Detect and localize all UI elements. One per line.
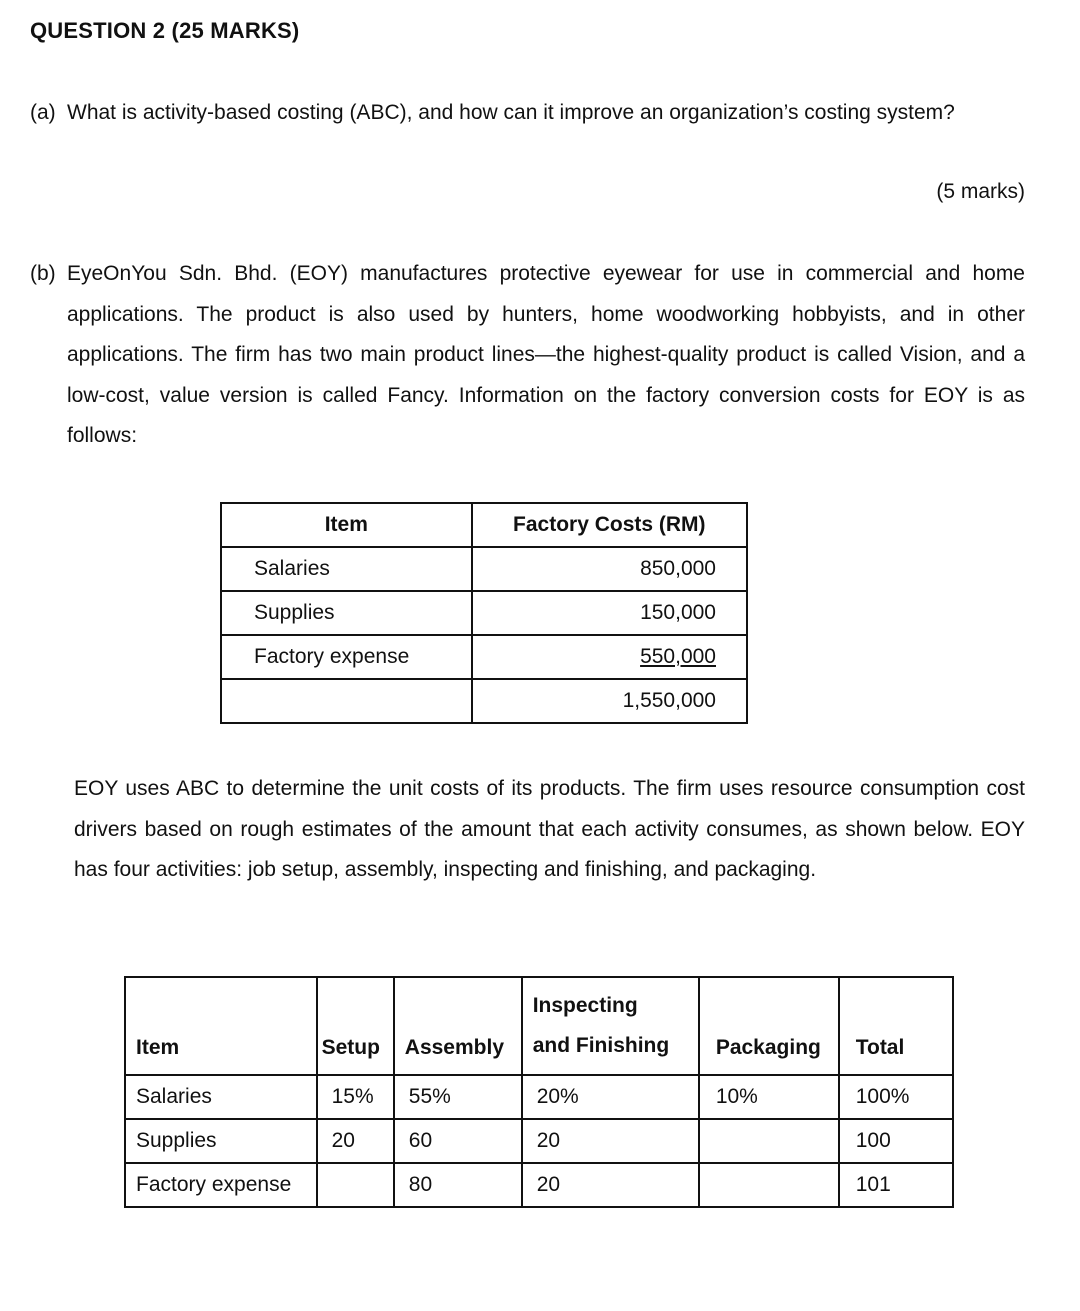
driver-item-cell: Supplies <box>125 1119 317 1163</box>
total-item-cell <box>221 679 472 723</box>
column-header-setup: Setup <box>317 977 394 1075</box>
assembly-cell: 60 <box>394 1119 522 1163</box>
total-value-cell: 1,550,000 <box>472 679 747 723</box>
setup-cell <box>317 1163 394 1207</box>
packaging-cell <box>699 1163 839 1207</box>
part-a-label: (a) <box>30 101 56 124</box>
setup-cell: 15% <box>317 1075 394 1119</box>
table-row <box>221 547 747 591</box>
part-a-marks: (5 marks) <box>936 180 1025 203</box>
cost-value-cell: 550,000 <box>640 645 716 668</box>
cost-item-cell: Factory expense <box>221 635 472 679</box>
table-row <box>125 1119 953 1163</box>
assembly-cell: 55% <box>394 1075 522 1119</box>
driver-item-cell: Factory expense <box>125 1163 317 1207</box>
setup-cell: 20 <box>317 1119 394 1163</box>
inspecting-cell: 20 <box>522 1163 699 1207</box>
inspecting-header-line2: and Finishing <box>532 1034 670 1057</box>
table-row <box>221 591 747 635</box>
part-b-intro: EyeOnYou Sdn. Bhd. (EOY) manufactures protective eyewear for use in commercial and home applications. The product is also used by hunters, home woodworking hobbyists, and in other applications. The firm has two main product lines—the highest-quality product is called Vision, and a low-cost, value version is called Fancy. Information on the factory conversion costs for EOY is as follows: <box>67 262 1025 447</box>
column-header-packaging: Packaging <box>699 977 839 1075</box>
cost-value-cell-wrap <box>472 635 747 679</box>
factory-cost-table <box>220 502 748 724</box>
column-header-item: Item <box>221 503 472 547</box>
part-b-label: (b) <box>30 262 56 285</box>
cost-item-cell: Supplies <box>221 591 472 635</box>
table-header-row <box>221 503 747 547</box>
cost-value-cell: 150,000 <box>472 591 747 635</box>
part-a-question: What is activity-based costing (ABC), and how can it improve an organization’s costing system? <box>67 101 955 124</box>
inspecting-cell: 20% <box>522 1075 699 1119</box>
cost-value-cell: 850,000 <box>472 547 747 591</box>
table-header-row <box>125 977 953 1075</box>
assembly-cell: 80 <box>394 1163 522 1207</box>
driver-item-cell: Salaries <box>125 1075 317 1119</box>
part-b-abc-description: EOY uses ABC to determine the unit costs of its products. The firm uses resource consumption cost drivers based on rough estimates of the amount that each activity consumes, as shown below. EOY has four activities: job setup, assembly, inspecting and finishing, and packaging. <box>74 777 1025 881</box>
total-cell: 101 <box>839 1163 953 1207</box>
inspecting-cell: 20 <box>522 1119 699 1163</box>
column-header-inspecting <box>522 977 699 1075</box>
cost-driver-table <box>124 976 954 1208</box>
total-cell: 100 <box>839 1119 953 1163</box>
table-row <box>221 635 747 679</box>
column-header-total: Total <box>839 977 953 1075</box>
column-header-item: Item <box>125 977 317 1075</box>
column-header-assembly: Assembly <box>394 977 522 1075</box>
table-row <box>125 1163 953 1207</box>
packaging-cell: 10% <box>699 1075 839 1119</box>
total-cell: 100% <box>839 1075 953 1119</box>
table-row <box>125 1075 953 1119</box>
table-total-row <box>221 679 747 723</box>
cost-item-cell: Salaries <box>221 547 472 591</box>
inspecting-header-line1: Inspecting <box>532 994 638 1017</box>
packaging-cell <box>699 1119 839 1163</box>
question-heading: QUESTION 2 (25 MARKS) <box>30 18 300 43</box>
column-header-factory-costs: Factory Costs (RM) <box>472 503 747 547</box>
